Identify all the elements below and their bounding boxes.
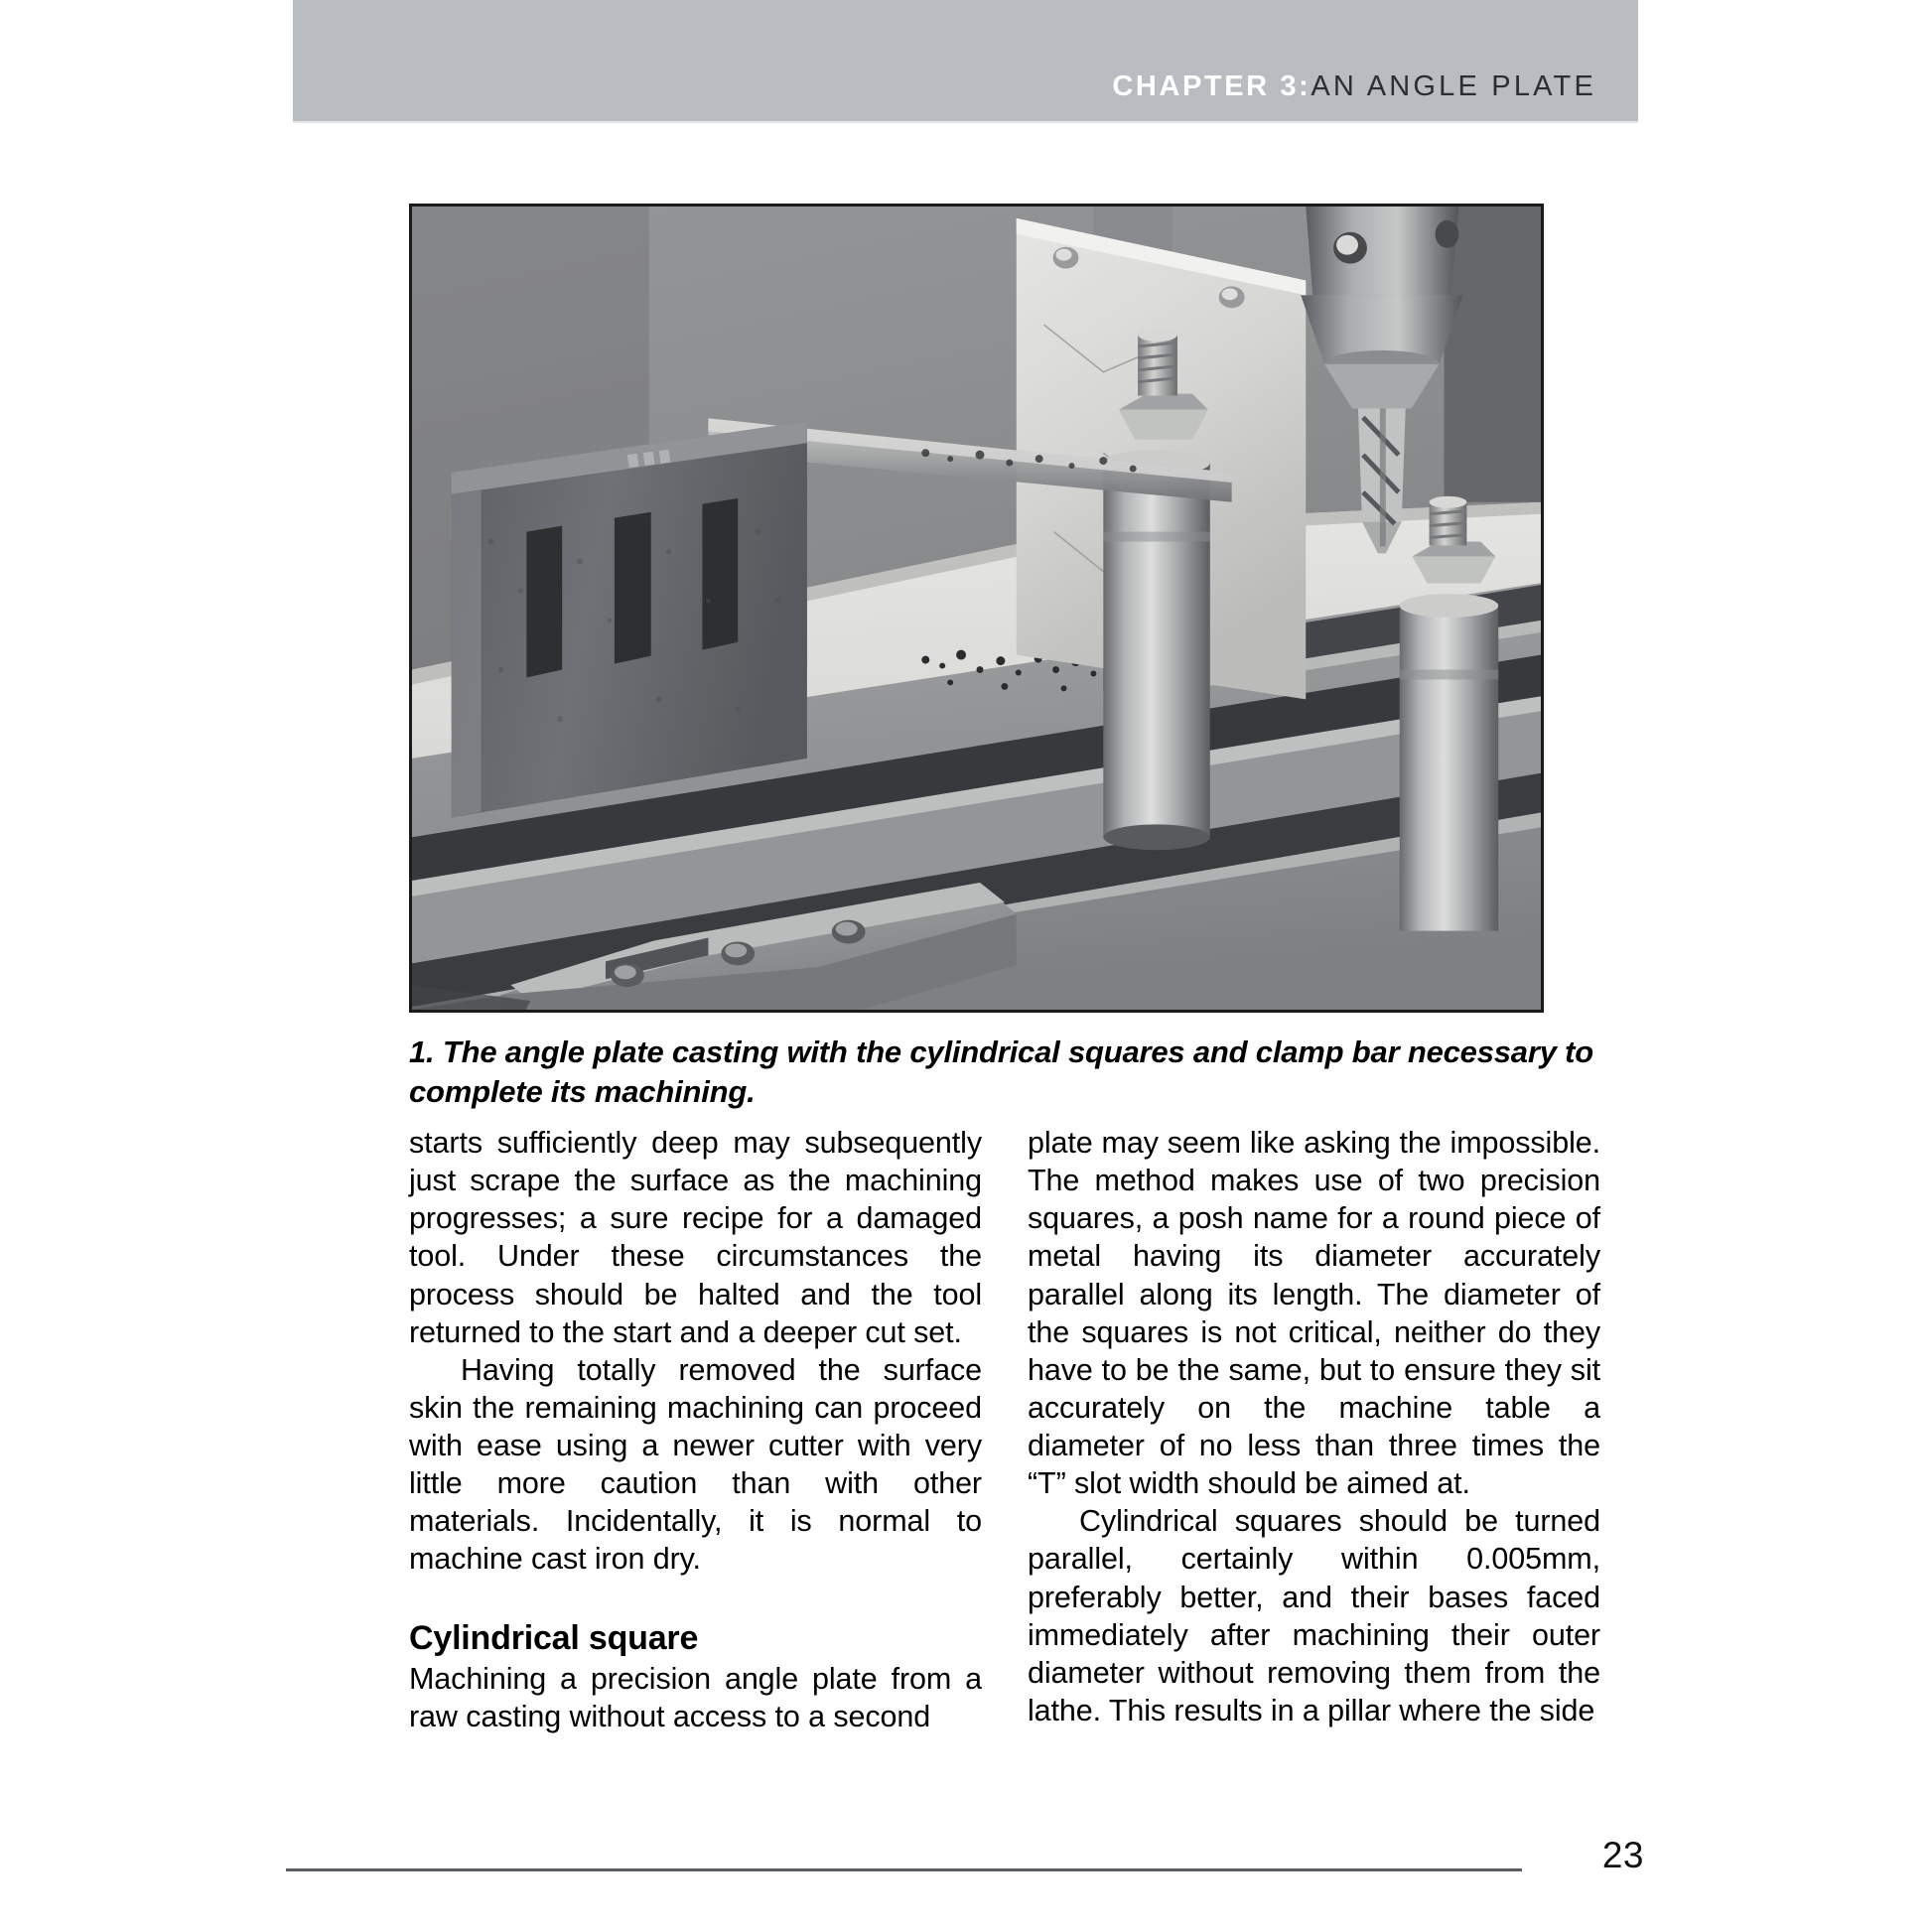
paragraph: starts sufficiently deep may subsequently just scrape the surface as the machining progresses; a sure recipe for a damaged tool. Under these circumstances the process should be halted and the tool returned to the start and a deeper cut set.: [409, 1126, 982, 1349]
figure-caption: 1. The angle plate casting with the cylindrical squares and clamp bar necessary to complete its machining.: [409, 1035, 1594, 1109]
paragraph: Machining a precision angle plate from a raw casting without access to a second: [409, 1662, 982, 1734]
body-columns: [409, 1124, 1600, 1736]
paragraph: Cylindrical squares should be turned parallel, certainly within 0.005mm, preferably better, and their bases faced immediately after machining their outer diameter without removing them from the lathe. This results in a pillar where the side: [1028, 1504, 1600, 1727]
paragraph: plate may seem like asking the impossible. The method makes use of two precision squares, a posh name for a round piece of metal having its diameter accurately parallel along its length. The diameter of the squares is not critical, neither do they have to be the same, but to ensure they sit accurately on the machine table a diameter of no less than three times the “T” slot width should be aimed at.: [1028, 1126, 1600, 1501]
page-number: 23: [1601, 1835, 1644, 1875]
footer-rule: [286, 1868, 1522, 1871]
chapter-label: CHAPTER 3:: [1112, 70, 1311, 102]
right-column: [1028, 1124, 1600, 1736]
figure-photograph: [409, 204, 1544, 1013]
chapter-title: AN ANGLE PLATE: [1311, 70, 1596, 102]
running-header-title: [1112, 72, 1596, 101]
photograph-illustration: [412, 207, 1541, 1010]
running-header-band: [293, 0, 1638, 121]
paragraph: Having totally removed the surface skin the remaining machining can proceed with ease using a newer cutter with very little more caution than with other materials. Incidentally, it is normal to machine cast iron dry.: [409, 1352, 982, 1577]
section-heading: Cylindrical square: [409, 1618, 699, 1657]
left-column: [409, 1124, 982, 1736]
